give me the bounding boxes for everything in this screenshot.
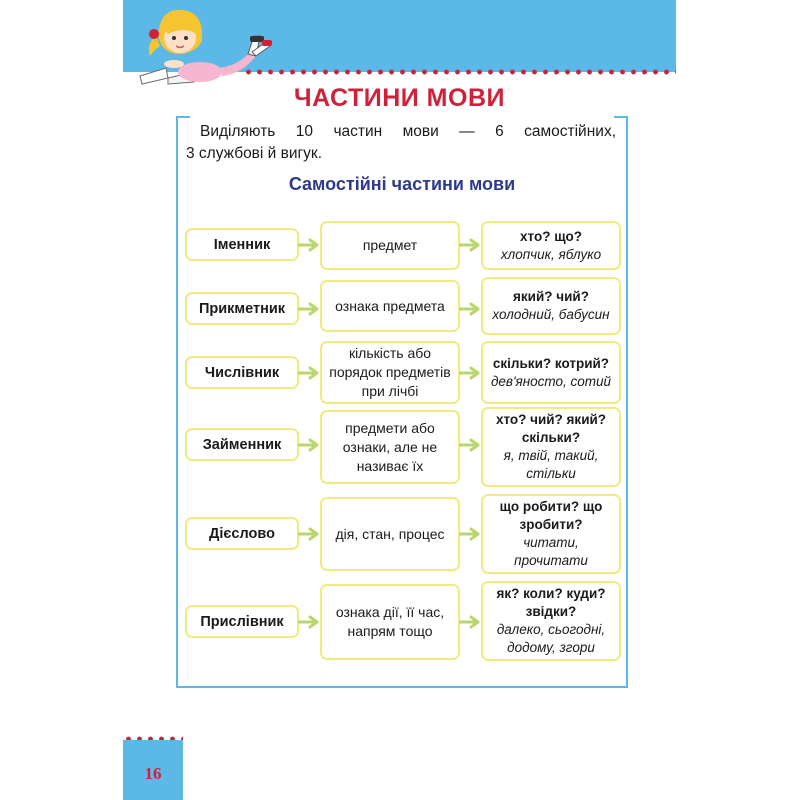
top-dotted-border [243, 68, 676, 76]
questions-text: як? коли? куди? звідки? [496, 586, 606, 619]
questions-text: який? чий? [513, 289, 589, 304]
term-box: Дієслово [185, 517, 299, 550]
examples-text: дев'яносто, сотий [490, 373, 612, 389]
arrow-icon [298, 615, 320, 629]
questions-text: скільки? котрий? [492, 355, 610, 371]
questions-box [481, 341, 621, 404]
questions-box [481, 581, 621, 661]
page-number: 16 [144, 764, 162, 783]
term-box: Займенник [185, 428, 299, 461]
frame-corner-left [176, 116, 190, 118]
examples-text: далеко, сьогодні, додому, згори [496, 622, 606, 655]
questions-box [481, 277, 621, 335]
arrow-icon [459, 527, 481, 541]
arrow-icon [459, 238, 481, 252]
term-box: Прислівник [185, 605, 299, 638]
arrow-icon [459, 366, 481, 380]
meaning-box: ознака предмета [320, 280, 460, 332]
questions-box [481, 494, 621, 574]
meaning-box: кількість або порядок предметів при лічбі [320, 341, 460, 404]
reading-girl-illustration [138, 6, 273, 86]
meaning-box: ознака дії, її час, напрям тощо [320, 584, 460, 660]
meaning-box: предмет [320, 221, 460, 270]
page-title: ЧАСТИНИ МОВИ [294, 84, 505, 112]
section-title: Самостійні частини мови [288, 174, 516, 194]
frame-corner-right [614, 116, 628, 118]
questions-text: хто? чий? який? скільки? [495, 412, 607, 445]
questions-box [481, 407, 621, 487]
examples-text: читати, прочитати [514, 535, 588, 568]
intro-paragraph [186, 121, 616, 165]
arrow-icon [298, 238, 320, 252]
term-box: Іменник [185, 228, 299, 261]
examples-text: я, твій, такий, стільки [503, 448, 599, 481]
examples-text: холодний, бабусин [492, 307, 610, 322]
questions-text: що робити? що зробити? [499, 499, 603, 532]
meaning-box: предмети або ознаки, але не називає їх [320, 410, 460, 484]
arrow-icon [298, 366, 320, 380]
arrow-icon [459, 615, 481, 629]
arrow-icon [459, 438, 481, 452]
term-box: Прикметник [185, 292, 299, 325]
examples-text: хлопчик, яблуко [500, 246, 602, 262]
arrow-icon [298, 527, 320, 541]
arrow-icon [298, 302, 320, 316]
term-box: Числівник [185, 356, 299, 389]
arrow-icon [298, 438, 320, 452]
meaning-box: дія, стан, процес [320, 497, 460, 571]
intro-line-1: Виділяють 10 частин мови — 6 самостійних, [200, 123, 616, 140]
arrow-icon [459, 302, 481, 316]
intro-line-2: 3 службові й вигук. [186, 145, 323, 162]
questions-box [481, 221, 621, 270]
questions-text: хто? що? [520, 228, 582, 244]
